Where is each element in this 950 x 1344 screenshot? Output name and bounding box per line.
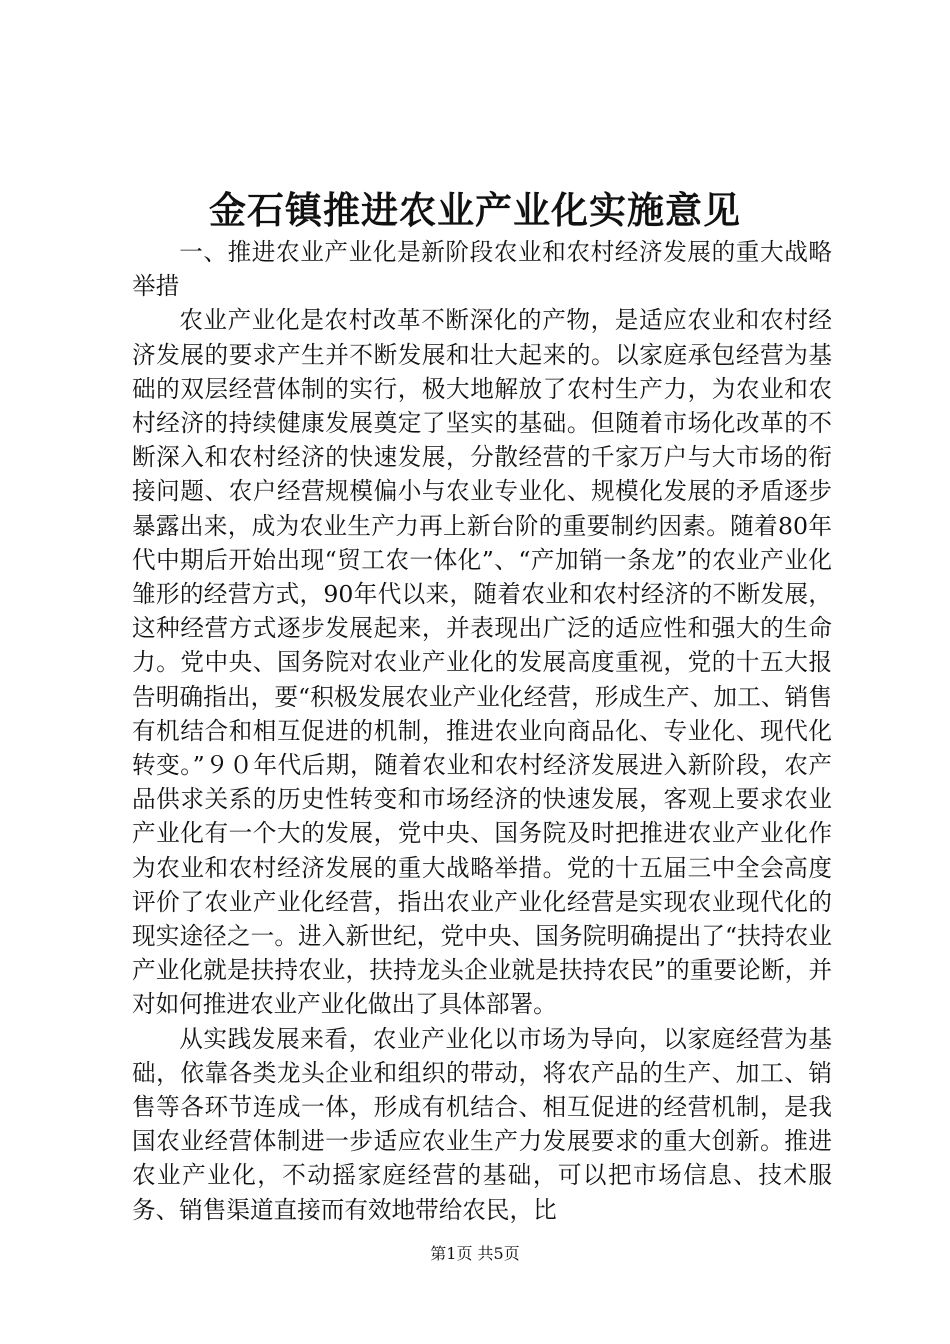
body-paragraph: 从实践发展来看，农业产业化以市场为导向，以家庭经营为基础，依靠各类龙头企业和组织的带动，将农产品的生产、加工、销售等各环节连成一体，形成有机结合、相互促进的经营机制，是我国农业经营体制进一步适应农业生产力发展要求的重大创新。推进农业产业化，不动摇家庭经营的基础，可以把市场信息、技术服务、销售渠道直接而有效地带给农民，比 xyxy=(132,1024,832,1224)
document-title: 金石镇推进农业产业化实施意见 xyxy=(209,188,741,232)
page-number-footer: 第1页 共5页 xyxy=(430,1244,520,1263)
section-heading: 一、推进农业产业化是新阶段农业和农村经济发展的重大战略举措 xyxy=(132,238,832,301)
body-paragraph: 农业产业化是农村改革不断深化的产物，是适应农业和农村经济发展的要求产生并不断发展和壮大起来的。以家庭承包经营为基础的双层经营体制的实行，极大地解放了农村生产力，为农业和农村经济的持续健康发展奠定了坚实的基础。但随着市场化改革的不断深入和农村经济的快速发展，分散经营的千家万户与大市场的衔接问题、农户经营规模偏小与农业专业化、规模化发展的矛盾逐步暴露出来，成为农业生产力再上新台阶的重要制约因素。随着80年代中期后开始出现“贸工农一体化”、“产加销一条龙”的农业产业化雏形的经营方式，90年代以来，随着农业和农村经济的不断发展，这种经营方式逐步发展起来，并表现出广泛的适应性和强大的生命力。党中央、国务院对农业产业化的发展高度重视，党的十五大报告明确指出，要“积极发展农业产业化经营，形成生产、加工、销售有机结合和相互促进的机制，推进农业向商品化、专业化、现代化转变。”９０年代后期，随着农业和农村经济发展进入新阶段，农产品供求关系的历史性转变和市场经济的快速发展，客观上要求农业产业化有一个大的发展，党中央、国务院及时把推进农业产业化作为农业和农村经济发展的重大战略举措。党的十五届三中全会高度评价了农业产业化经营，指出农业产业化经营是实现农业现代化的现实途径之一。进入新世纪，党中央、国务院明确提出了“扶持农业产业化就是扶持农业，扶持龙头企业就是扶持农民”的重要论断，并对如何推进农业产业化做出了具体部署。 xyxy=(132,306,832,1019)
document-body xyxy=(132,235,832,1227)
